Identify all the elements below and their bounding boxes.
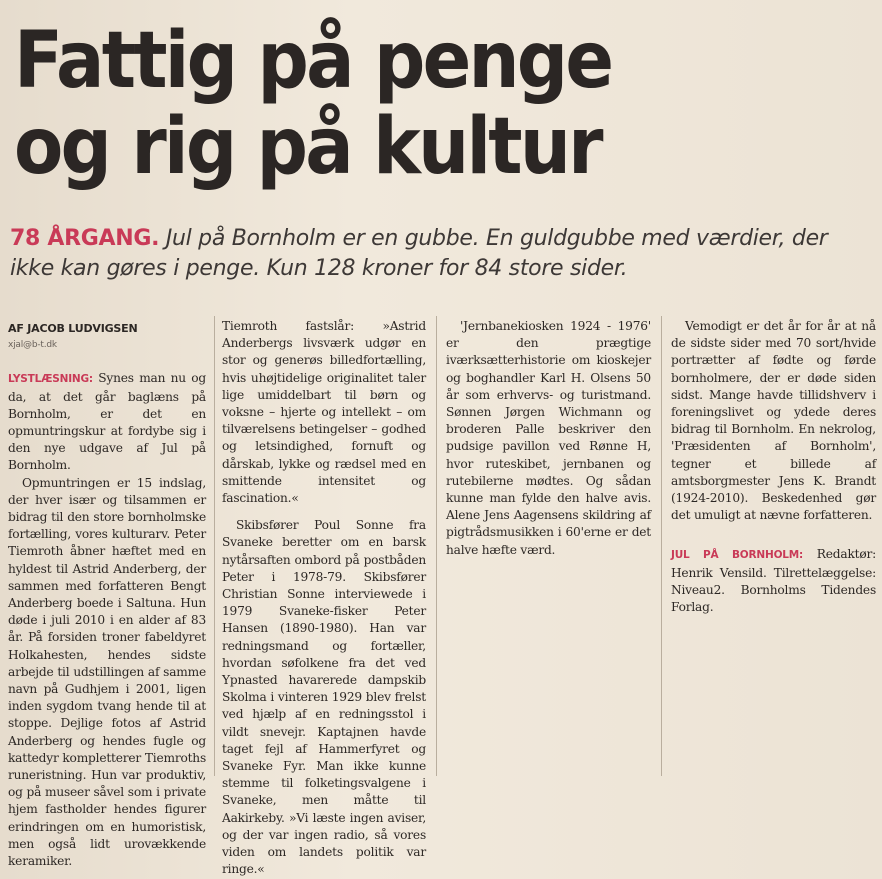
article-column-1 — [8, 318, 206, 869]
article-column-4 — [671, 318, 876, 616]
article-column-2 — [222, 318, 426, 877]
byline-email: xjal@b-t.dk — [8, 340, 57, 351]
article-paragraph-2: Opmuntringen er 15 indslag, der hver især og tilsammen er bidrag til den store bornholmske fortælling, vores kulturarv. Peter Tiemroth åbner hæftet med en hyldest til Astrid Anderberg, der sammen med forfatteren Bengt Anderberg boede i Saltuna. Hun døde i juli 2010 i en alder af 83 år. På forsiden troner fabeldyret Holkahesten, hendes sidste arbejde til udstillingen af samme navn på Gudhjem i 2001, ligen inden sygdom tvang hende til at stoppe. Dejlige fotos af Astrid Anderberg og hendes fugle og kattedyr kompletterer Tiemroths runeristning. Hun var produktiv, og på museer såvel som i private hjem fastholder hendes figurer erindringen om en humoristisk, men også lidt urovækkende keramiker. — [8, 475, 206, 869]
byline-author: AF JACOB LUDVIGSEN — [8, 322, 138, 335]
standfirst — [10, 224, 870, 284]
headline-line-2: og rig på kultur — [14, 102, 601, 192]
column-rule-1 — [214, 316, 215, 776]
article-paragraph-3: Tiemroth fastslår: »Astrid Anderbergs livsværk udgør en stor og generøs billedfortælling, hvis uhøjtidelige originalitet taler lige umiddelbart til børn og voksne – hjerte og intellekt – om tilværelsens betingelser – godhed og letsindighed, fornuft og dårskab, lykke og rædsel med en smittende intensitet og fascination.« — [222, 319, 426, 506]
credits-paragraph — [671, 546, 876, 616]
article-paragraph-4: Skibsfører Poul Sonne fra Svaneke beretter om en barsk nytårsaften ombord på postbåden Peter i 1978-79. Skibsfører Christian Sonne interviewede i 1979 Svaneke-fisker Peter Hansen (1890-1980). Han var redningsmand og fortæller, hvordan søfolkene fra det ved Ypnasted havarerede dampskib Skolma i vinteren 1929 blev frelst ved hjælp af en redningsstol i vildt snevejr. Kaptajnen havde taget fejl af Hammerfyret og Svaneke Fyr. Man ikke kunne stemme til folketingsvalgene i Svaneke, men måtte til Aakirkeby. »Vi læste ingen aviser, og der var ingen radio, så vores viden om landets politik var ringe.« — [222, 518, 426, 877]
article-column-3 — [446, 318, 651, 770]
credits-text: Redaktør: Henrik Vensild. Tilrettelæggelse: Niveau2. Bornholms Tidendes Forlag. — [671, 547, 876, 615]
headline — [14, 18, 805, 190]
standfirst-text: Jul på Bornholm er en gubbe. En guldgubbe med værdier, der ikke kan gøres i penge. Kun 128 kroner for 84 store sider. — [10, 226, 828, 281]
section-label-jul-paa-bornholm: JUL PÅ BORNHOLM: — [671, 549, 804, 562]
article-paragraph-1 — [8, 370, 206, 474]
article-paragraph-1-text: Synes man nu og da, at det går baglæns på Bornholm, er det en opmuntringskur at fordybe sig i den nye udgave af Jul på Bornholm. — [8, 371, 206, 473]
article-paragraph-6: Vemodigt er det år for år at nå de sidste sider med 70 sort/hvide portrætter af fødte og førde bornholmere, der er døde siden sidst. Mange havde tillidshverv i foreningslivet og ydede deres bidrag til Bornholm. En nekrolog, 'Præsidenten af Bornholm', tegner et billede af amtsborgmester Jens K. Brandt (1924-2010). Beskedenhed gør det umuligt at nævne forfatteren. — [671, 319, 876, 523]
standfirst-kicker: 78 ÅRGANG. — [10, 226, 160, 251]
article-paragraph-5: 'Jernbanekiosken 1924 - 1976' er den prægtige iværksætterhistorie om kioskejer og boghandler Karl H. Olsens 50 år som erhvervs- og turistmand. Sønnen Jørgen Wichmann og broderen Palle beskriver den pudsige pavillon ved Rønne H, hvor ruteskibet, jernbanen og rutebilerne mødtes. Og sådan kunne man fylde den halve avis. Alene Jens Aagensens skildring af pigtrådsmusikken i 60'erne er det halve hæfte værd. — [446, 319, 651, 557]
column-rule-3 — [661, 316, 662, 776]
section-label-lystlaesning: LYSTLÆSNING: — [8, 373, 93, 386]
headline-line-1: Fattig på penge — [14, 16, 612, 106]
column-rule-2 — [436, 316, 437, 776]
